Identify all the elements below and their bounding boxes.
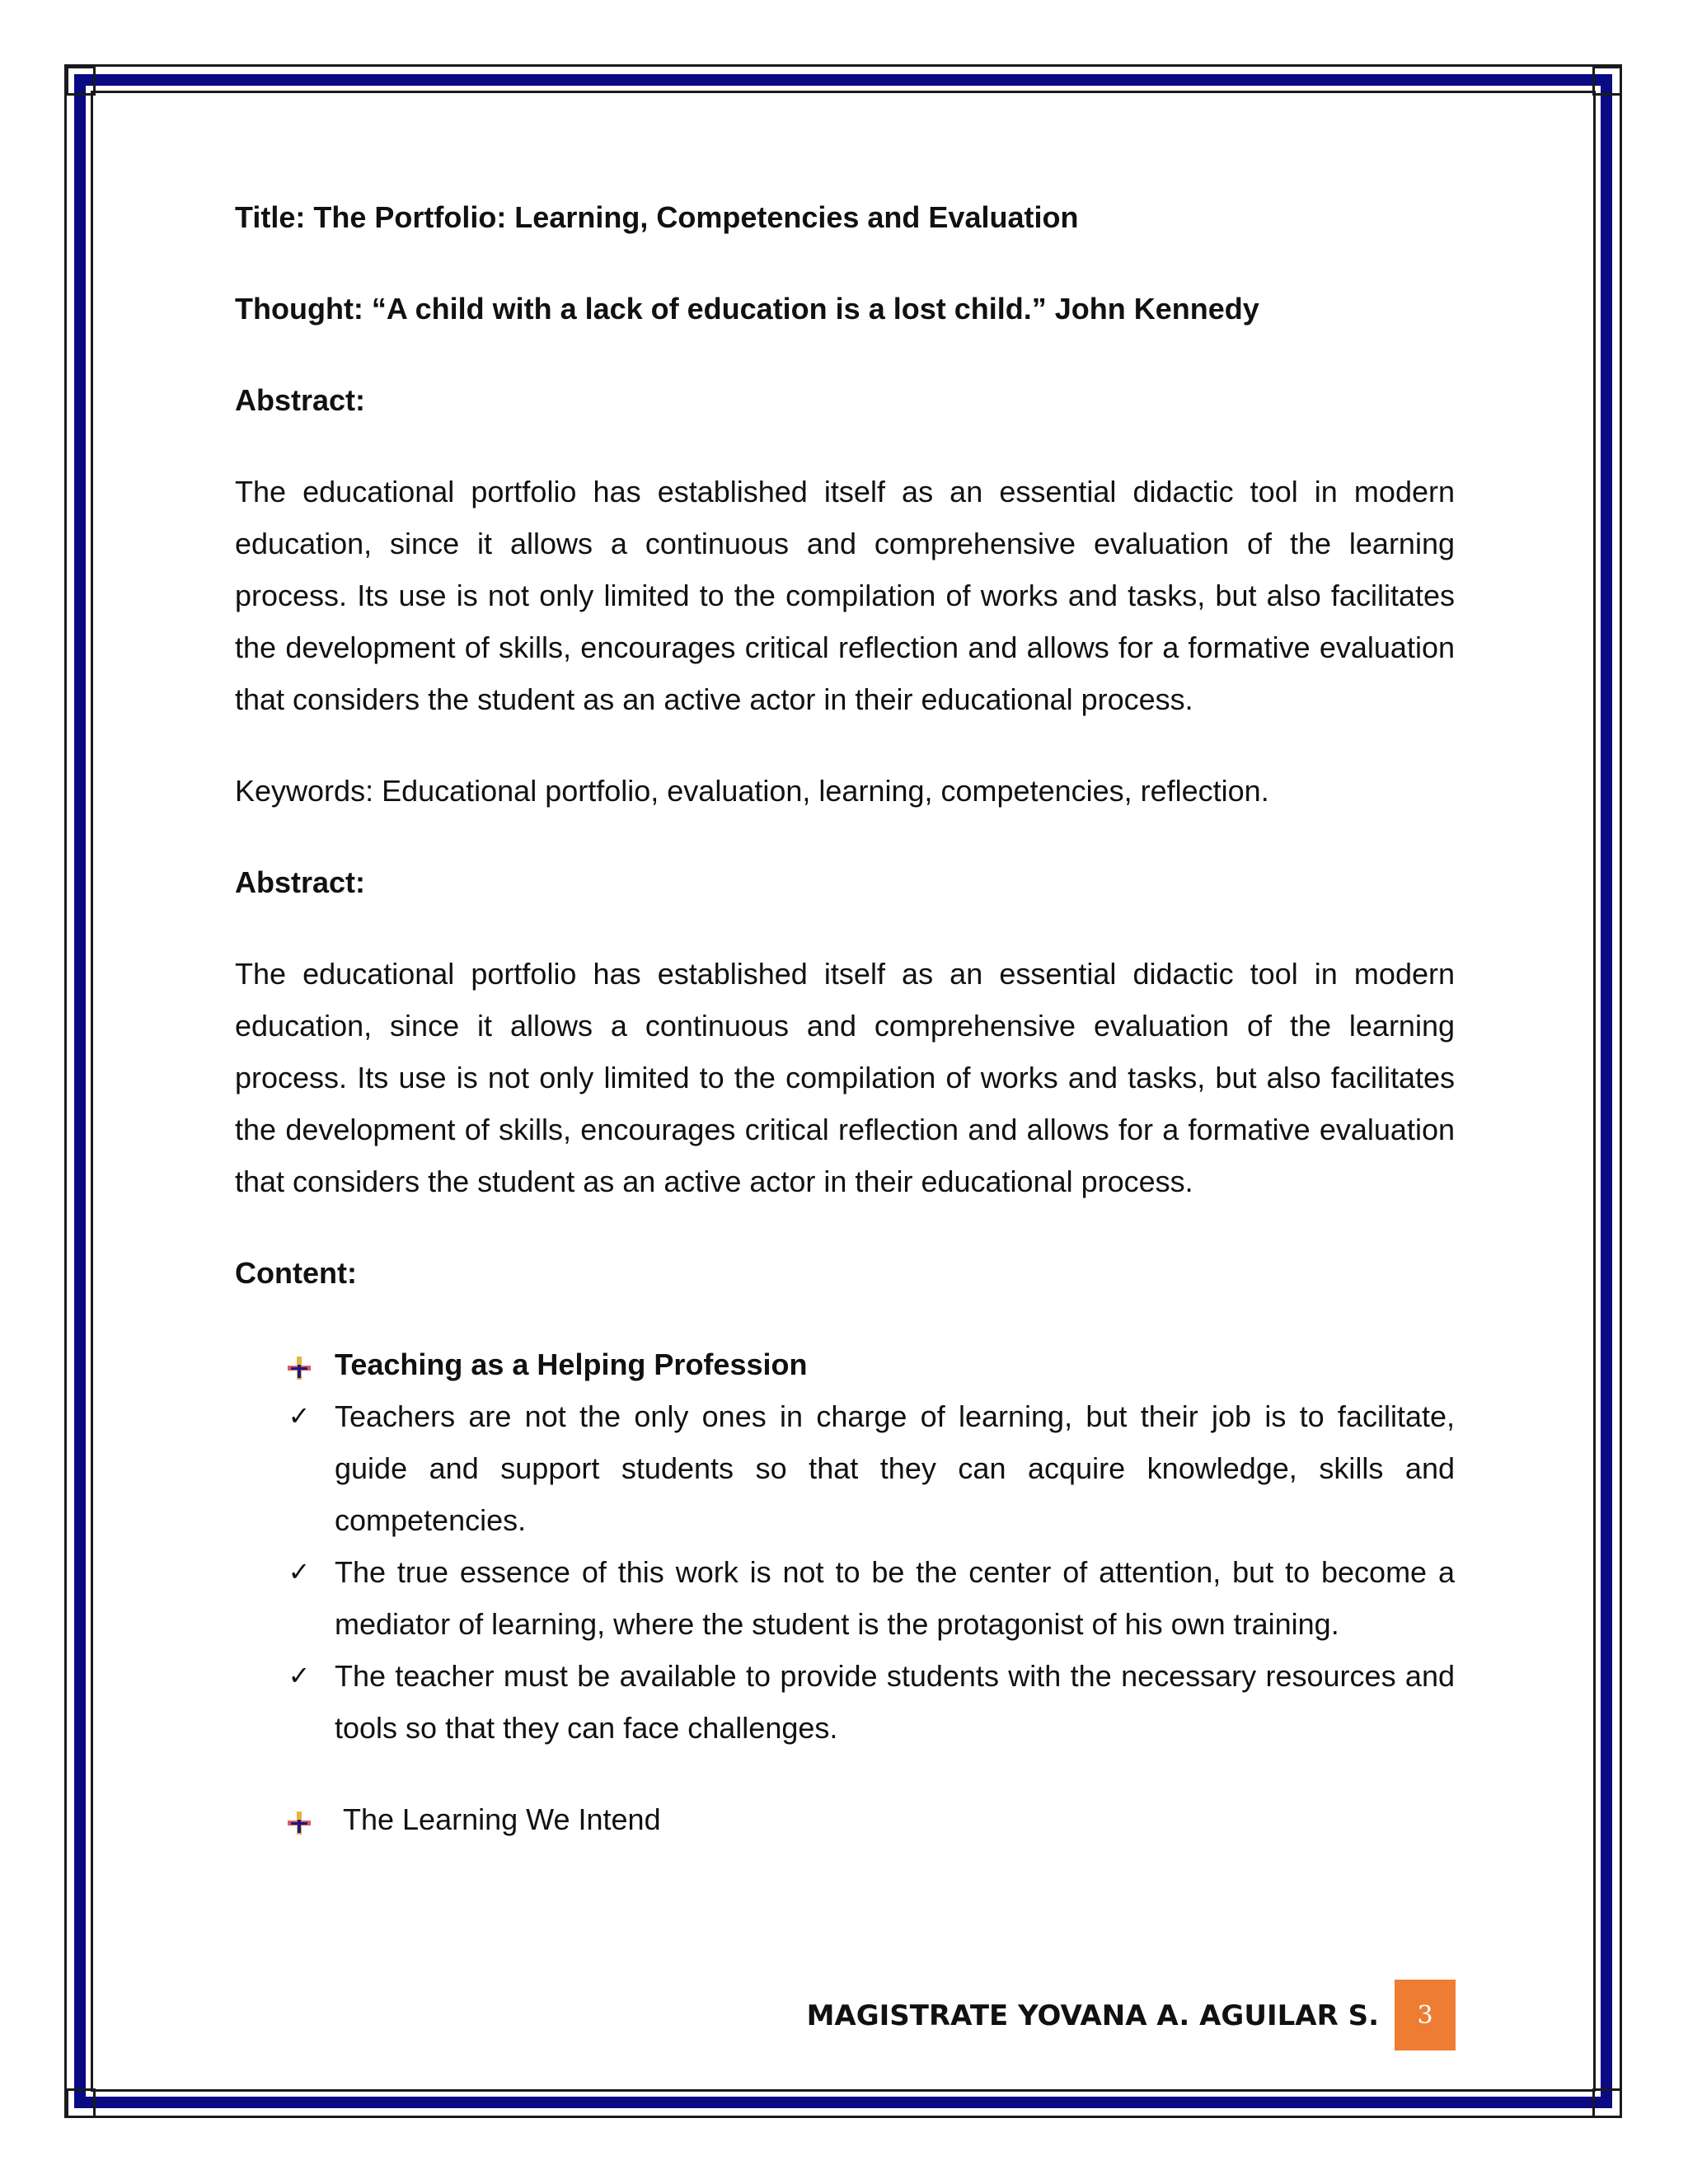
list-item-section-heading <box>235 1338 1455 1390</box>
list-item <box>235 1390 1455 1546</box>
abstract-paragraph: The educational portfolio has established itself as an essential didactic tool in modern education, since it allows a continuous and comprehensive evaluation of the learning process. Its use is not only limited to the compilation of works and tasks, but also facilitates the development of skills, encourages critical reflection and allows for a formative evaluation that considers the student as an active actor in their educational process. <box>235 475 1455 716</box>
keywords-line: Keywords: Educational portfolio, evaluation, learning, competencies, reflection. <box>235 774 1269 808</box>
list-item-text: Teachers are not the only ones in charge of learning, but their job is to facilitate, guide and support students so that they can acquire knowledge, skills and competencies. <box>335 1399 1455 1537</box>
thought-quote: Thought: “A child with a lack of education is a lost child.” John Kennedy <box>235 292 1259 326</box>
section-heading-text: The Learning We Intend <box>343 1802 661 1836</box>
section-heading-text: Teaching as a Helping Profession <box>335 1347 808 1381</box>
abstract-heading: Abstract: <box>235 383 366 417</box>
page-number-badge: 3 <box>1395 1980 1456 2050</box>
corner-ornament-top-right <box>1592 66 1622 96</box>
list-item-section-heading <box>235 1793 1455 1845</box>
content-list-second <box>235 1793 1455 1845</box>
list-item <box>235 1650 1455 1754</box>
abstract-paragraph-second: The educational portfolio has established itself as an essential didactic tool in modern education, since it allows a continuous and comprehensive evaluation of the learning process. Its use is not only limited to the compilation of works and tasks, but also facilitates the development of skills, encourages critical reflection and allows for a formative evaluation that considers the student as an active actor in their educational process. <box>235 957 1455 1198</box>
content-heading: Content: <box>235 1256 357 1290</box>
corner-ornament-top-left <box>66 66 96 96</box>
abstract-heading-second: Abstract: <box>235 865 366 899</box>
content-list <box>235 1338 1455 1754</box>
checkmark-icon: ✓ <box>288 1556 311 1587</box>
diamond-bullet-icon <box>283 1338 316 1390</box>
document-body <box>235 191 1455 1845</box>
corner-ornament-bottom-left <box>66 2088 96 2118</box>
list-item-text: The true essence of this work is not to be the center of attention, but to become a mediator of learning, where the student is the protagonist of his own training. <box>335 1555 1455 1641</box>
footer-author: MAGISTRATE YOVANA A. AGUILAR S. <box>806 1999 1379 2032</box>
document-title: Title: The Portfolio: Learning, Competencies and Evaluation <box>235 200 1079 234</box>
checkmark-icon: ✓ <box>288 1660 311 1691</box>
list-item <box>235 1546 1455 1650</box>
diamond-bullet-icon <box>283 1793 316 1845</box>
list-item-text: The teacher must be available to provide students with the necessary resources and tools so that they can face challenges. <box>335 1659 1455 1745</box>
checkmark-icon: ✓ <box>288 1400 311 1432</box>
corner-ornament-bottom-right <box>1592 2088 1622 2118</box>
